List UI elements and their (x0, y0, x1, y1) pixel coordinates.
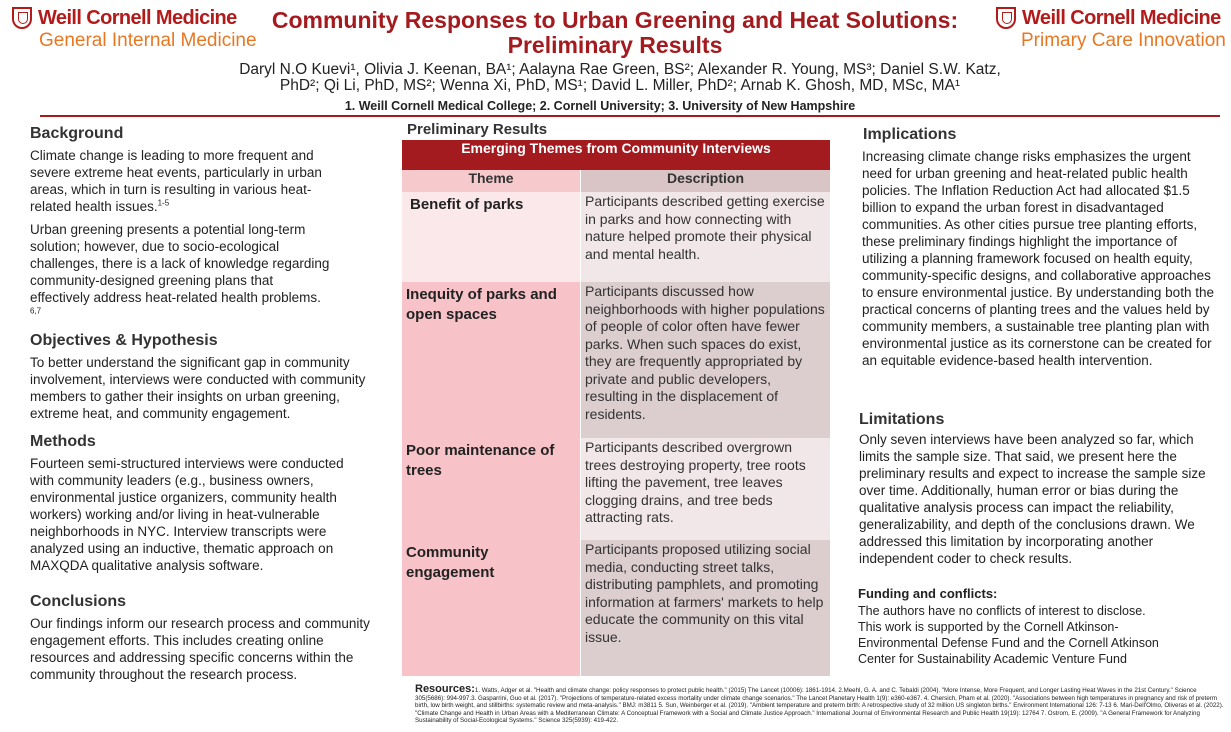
themes-table (402, 140, 830, 676)
methods-text: Fourteen semi-structured interviews were conducted with community leaders (e.g., business owners, environmental justice organizers, community health workers) working and/or living in heat-vulnerable neighborhoods in NYC. Interview transcripts were analyzed using an inductive, thematic approach on MAXQDA qualitative analysis software. (30, 456, 344, 573)
description-cell: Participants described overgrown trees destroying property, tree roots lifting the pavement, tree leaves clogging drains, and tree beds attracting rats. (585, 439, 806, 525)
crest-icon (12, 7, 32, 29)
description-cell: Participants described getting exercise in parks and how connecting with nature helped promote their physical and mental health. (585, 193, 825, 262)
background-p2-text: Urban greening presents a potential long-term solution; however, due to socio-ecological challenges, there is a lack of knowledge regarding community-designed greening plans that effectively address heat-related health problems. (30, 222, 330, 305)
logo-left-sub: General Internal Medicine (39, 30, 257, 51)
logo-left-brand: Weill Cornell Medicine (38, 7, 237, 29)
crest-icon (996, 7, 1016, 29)
logo-right (996, 6, 1226, 52)
resources-text: 1. Watts, Adger et al. "Health and climate change: policy responses to protect public health." (2015) The Lancet (10006): 1861-1914. 2.Meehl, G. A. and C. Tebaldi (2004). "More Intense, More Frequent, and Longer Lasting Heat Waves in the 21st Century." Science 305(5686): 994-997.3. Gasparrini, Guo et al. (2017). "Projections of temperature-related excess mortality under climate change scenarios." The Lancet Planetary Health 1(9): e360-e367. 4. Chersich, Pham et al. (2020). "Associations between high temperatures in pregnancy and risk of preterm birth, low birth weight, and stillbirths: systematic review and meta-analysis." BMJ: m3811 5. Sun, Weinberger et al. (2019). "Ambient temperature and preterm birth: A retrospective study of 32 million US singleton births." Environment International 126: 7-13 6. Mari-Dell'Olmo, Oliveras et al. (2022). "Climate Change and Health in Urban Areas with a Mediterranean Climate: A Conceptual Framework with a Social and Climate Justice Approach." International Journal of Environmental Research and Public Health 19(19): 12764 7. Ostrom, E. (2009). "A General Framework for Analyzing Sustainability of Social-Ecological Systems." Science 325(5939): 419-422. (415, 687, 1224, 724)
description-cell: Participants discussed how neighborhoods with higher populations of people of color often have fewer parks. When such spaces do exist, they are frequently appropriated by private and public developers, resulting in the displacement of residents. (585, 283, 825, 422)
funding-line-1: The authors have no conflicts of interest to disclose. (858, 604, 1146, 618)
logo-right-sub: Primary Care Innovation (1021, 30, 1226, 51)
resources-label: Resources: (415, 683, 475, 695)
conclusions-text: Our findings inform our research process and community engagement efforts. This includes creating online resources and addressing specific concerns within the community throughout the research process. (30, 616, 370, 682)
affiliations: 1. Weill Cornell Medical College; 2. Cornell University; 3. University of New Hampshire (344, 99, 856, 113)
table-row (402, 192, 830, 282)
background-p2-ref: 6,7 (30, 306, 42, 316)
conclusions-heading: Conclusions (30, 593, 127, 610)
background-p1-text: Climate change is leading to more frequent and severe extreme heat events, particularly in urban areas, which in turn is resulting in various heat-related health issues. (30, 148, 322, 214)
title-line-2: Preliminary Results (507, 32, 723, 58)
background-heading: Background (30, 125, 124, 142)
implications-text: Increasing climate change risks emphasizes the urgent need for urban greening and heat-related public health policies. The Inflation Reduction Act had allocated $1.5 billion to expand the urban forest in disadvantaged communities. As other cities pursue tree planting efforts, these preliminary findings highlight the importance of utilizing a planning framework focused on health equity, community-specific designs, and collaborative approaches to ensure environmental justice. By understanding both the practical concerns of planting trees and the values held by community members, a sustainable tree planting plan with environmental justice as its cornerstone can be created for an equitable evidence-based health intervention. (862, 149, 1214, 368)
funding-text (858, 603, 1198, 667)
results-heading: Preliminary Results (407, 121, 548, 138)
theme-cell: Inequity of parks and open spaces (406, 286, 557, 323)
table-row (402, 540, 830, 676)
limitations-text: Only seven interviews have been analyzed so far, which limits the sample size. That said, we present here the preliminary results and expect to increase the sample size over time. Additionally, human error or bias during the qualitative analysis process can impact the reliability, generalizability, and depth of the conclusions drawn. We addressed this limitation by incorporating another independent coder to check results. (859, 432, 1206, 566)
limitations-heading: Limitations (859, 411, 945, 428)
background-p1-ref: 1-5 (157, 198, 170, 208)
resources (415, 683, 1225, 725)
title-line-1: Community Responses to Urban Greening and Heat Solutions: (271, 7, 959, 33)
background-p1 (30, 147, 330, 215)
objectives-heading: Objectives & Hypothesis (30, 332, 218, 349)
theme-cell: Poor maintenance of trees (406, 442, 555, 479)
table-row (402, 282, 830, 438)
table-row (402, 438, 830, 540)
header-divider (40, 115, 1220, 117)
logo-left (12, 6, 257, 52)
col-header-description: Description (581, 170, 831, 192)
authors-line-1: Daryl N.O Kuevi¹, Olivia J. Keenan, BA¹; Aalayna Rae Green, BS²; Alexander R. Young, MS³; Daniel S.W. Katz, (239, 61, 1001, 78)
description-cell: Participants proposed utilizing social media, conducting street talks, distributing pamphlets, and promoting information at farmers' markets to help educate the community on this vital issue. (585, 541, 824, 645)
implications-heading: Implications (863, 126, 957, 143)
logo-right-brand: Weill Cornell Medicine (1022, 7, 1221, 29)
col-header-theme: Theme (402, 170, 581, 192)
table-title: Emerging Themes from Community Interviews (402, 140, 830, 170)
poster-title (250, 8, 980, 58)
funding-heading: Funding and conflicts: (858, 586, 998, 601)
funding-line-2: This work is supported by the Cornell Atkinson-Environmental Defense Fund and the Cornell Atkinson Center for Sustainability Academic Venture Fund (858, 620, 1159, 666)
objectives-text: To better understand the significant gap in community involvement, interviews were conducted with community members to gather their insights on urban greening, extreme heat, and community engagement. (30, 355, 366, 421)
theme-cell: Benefit of parks (410, 196, 524, 213)
theme-cell: Community engagement (406, 544, 495, 581)
background-p2 (30, 221, 330, 323)
authors (210, 62, 1030, 94)
methods-heading: Methods (30, 433, 96, 450)
authors-line-2: PhD²; Qi Li, PhD, MS²; Wenna Xi, PhD, MS¹; David L. Miller, PhD²; Arnab K. Ghosh, MD, MSc, MA¹ (279, 77, 961, 94)
